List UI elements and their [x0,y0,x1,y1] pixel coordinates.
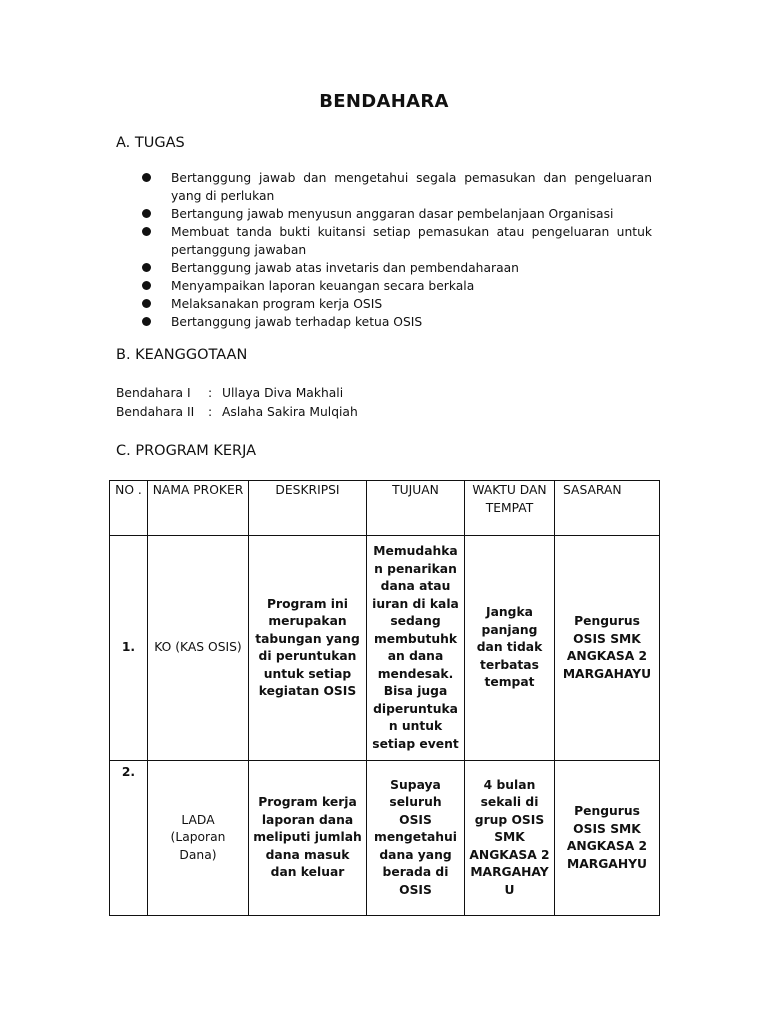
column-header-no: NO . [110,481,148,536]
bullet-icon [142,263,151,272]
bullet-icon [142,317,151,326]
section-heading-keanggotaan: B. KEANGGOTAAN [116,347,248,363]
column-header-tujuan: TUJUAN [367,481,465,536]
bullet-icon [142,173,151,182]
cell-tujuan: Supaya seluruh OSIS mengetahui dana yang berada di OSIS [367,761,465,916]
member-separator: : [208,386,213,400]
list-item: Membuat tanda bukti kuitansi setiap pemasukan atau pengeluaran untuk pertanggung jawaban [140,223,652,259]
column-header-waktu-tempat: WAKTU DAN TEMPAT [465,481,555,536]
table-row [110,761,660,916]
list-item: Bertanggung jawab dan mengetahui segala pemasukan dan pengeluaran yang di perlukan [140,169,652,205]
member-list [116,384,358,422]
list-item: Bertanggung jawab atas invetaris dan pembendaharaan [140,259,652,277]
member-row [116,403,358,422]
cell-sasaran: Pengurus OSIS SMK ANGKASA 2 MARGAHYU [555,761,660,916]
cell-deskripsi: Program kerja laporan dana meliputi jumlah dana masuk dan keluar [249,761,367,916]
bullet-icon [142,299,151,308]
table-header-row [110,481,660,536]
member-name: Aslaha Sakira Mulqiah [222,405,358,419]
column-header-nama-proker: NAMA PROKER [148,481,249,536]
page-title: BENDAHARA [319,91,449,112]
program-kerja-table [109,480,660,916]
cell-nama-proker: LADA (Laporan Dana) [148,761,249,916]
member-name: Ullaya Diva Makhali [222,386,344,400]
member-role: Bendahara II [116,405,195,419]
cell-sasaran: Pengurus OSIS SMK ANGKASA 2 MARGAHAYU [555,536,660,761]
cell-waktu-tempat: 4 bulan sekali di grup OSIS SMK ANGKASA 2 MARGAHAYU [465,761,555,916]
cell-no: 2. [110,761,148,916]
cell-nama-proker: KO (KAS OSIS) [148,536,249,761]
list-item: Bertangung jawab menyusun anggaran dasar pembelanjaan Organisasi [140,205,652,223]
cell-waktu-tempat: Jangka panjang dan tidak terbatas tempat [465,536,555,761]
cell-deskripsi: Program ini merupakan tabungan yang di peruntukan untuk setiap kegiatan OSIS [249,536,367,761]
list-item: Melaksanakan program kerja OSIS [140,295,652,313]
bullet-icon [142,227,151,236]
section-heading-tugas: A. TUGAS [116,135,185,151]
column-header-sasaran: SASARAN [555,481,660,536]
list-item: Bertanggung jawab terhadap ketua OSIS [140,313,652,331]
cell-no: 1. [110,536,148,761]
table-row [110,536,660,761]
cell-tujuan: Memudahkan penarikan dana atau iuran di kala sedang membutuhkan dana mendesak. Bisa juga diperuntukan untuk setiap event [367,536,465,761]
list-item: Menyampaikan laporan keuangan secara berkala [140,277,652,295]
member-separator: : [208,405,213,419]
column-header-deskripsi: DESKRIPSI [249,481,367,536]
bullet-icon [142,209,151,218]
task-list [140,169,652,331]
member-role: Bendahara I [116,386,191,400]
bullet-icon [142,281,151,290]
section-heading-program-kerja: C. PROGRAM KERJA [116,443,257,459]
member-row [116,384,358,403]
